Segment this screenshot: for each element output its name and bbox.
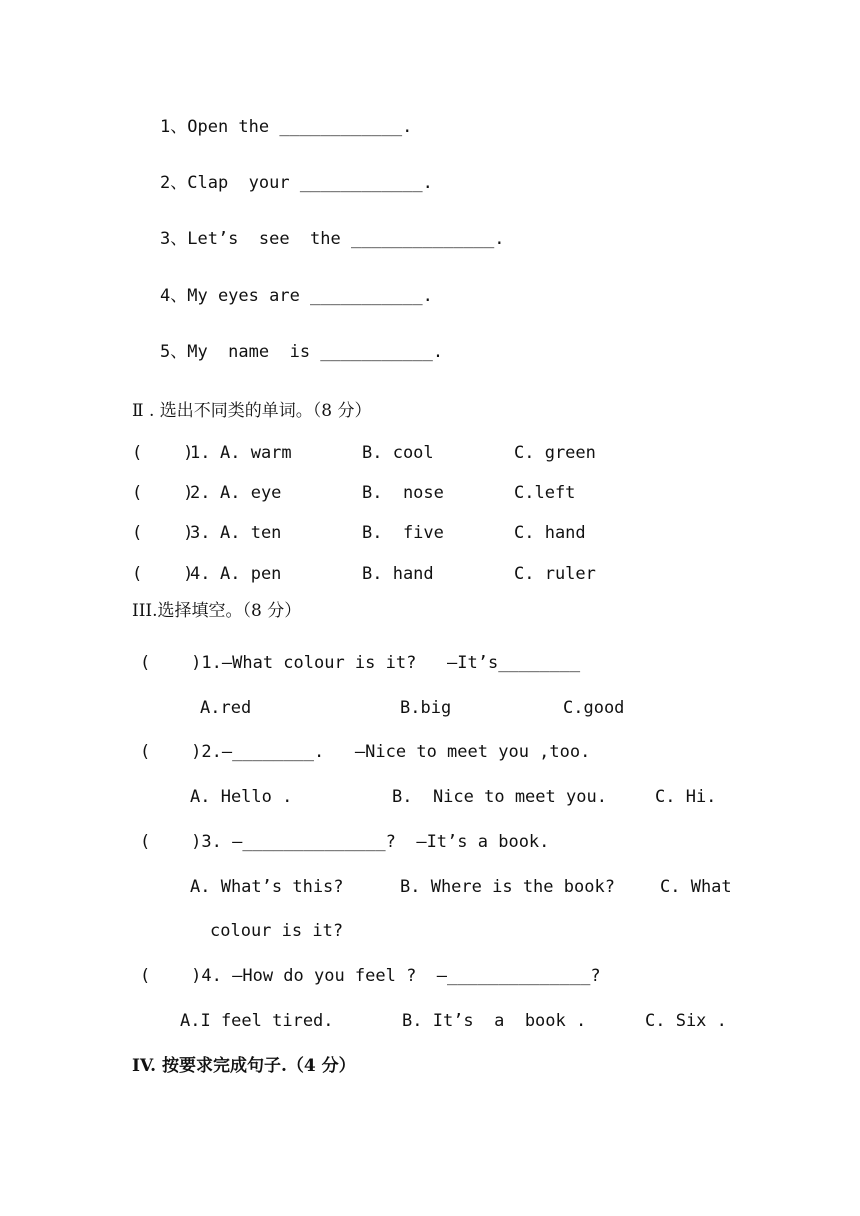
fill-sentence-5: 5、My name is ___________. bbox=[160, 342, 444, 362]
question-number: 1. bbox=[190, 443, 211, 463]
section-4-heading: IV. 按要求完成句子.（4 分） bbox=[132, 1056, 356, 1076]
question-1-stem: ( )1.—What colour is it? —It’s________ bbox=[140, 653, 581, 673]
question-2-option-a: A. Hello . bbox=[190, 787, 293, 807]
question-4-option-b: B. It’s a book . bbox=[402, 1011, 587, 1031]
question-3-option-a: A. What’s this? bbox=[190, 877, 344, 897]
question-3-option-b: B. Where is the book? bbox=[400, 877, 615, 897]
answer-paren: ( ) bbox=[132, 564, 194, 584]
fill-sentence-1: 1、Open the ____________. bbox=[160, 117, 413, 137]
question-4-option-c: C. Six . bbox=[645, 1011, 727, 1031]
option-b: B. five bbox=[362, 523, 444, 543]
option-b: B. nose bbox=[362, 483, 444, 503]
answer-paren: ( ) bbox=[132, 483, 194, 503]
option-c: C. green bbox=[514, 443, 596, 463]
question-1-option-c: C.good bbox=[563, 698, 625, 718]
fill-sentence-2: 2、Clap your ____________. bbox=[160, 173, 433, 193]
option-b: B. cool bbox=[362, 443, 434, 463]
option-c: C. ruler bbox=[514, 564, 596, 584]
option-a: A. warm bbox=[220, 443, 292, 463]
option-a: A. pen bbox=[220, 564, 282, 584]
question-3-option-c: C. What bbox=[660, 877, 732, 897]
question-1-option-a: A.red bbox=[200, 698, 252, 718]
option-a: A. eye bbox=[220, 483, 282, 503]
answer-paren: ( ) bbox=[132, 523, 194, 543]
question-number: 4. bbox=[190, 564, 211, 584]
question-2-option-b: B. Nice to meet you. bbox=[392, 787, 607, 807]
option-a: A. ten bbox=[220, 523, 282, 543]
question-1-option-b: B.big bbox=[400, 698, 452, 718]
fill-sentence-4: 4、My eyes are ___________. bbox=[160, 286, 433, 306]
question-3-stem: ( )3. —______________? —It’s a book. bbox=[140, 832, 550, 852]
question-4-stem: ( )4. —How do you feel ? —______________? bbox=[140, 966, 601, 986]
section-2-heading: Ⅱ . 选出不同类的单词。（8 分） bbox=[132, 401, 372, 421]
option-b: B. hand bbox=[362, 564, 434, 584]
fill-sentence-3: 3、Let’s see the ______________. bbox=[160, 229, 505, 249]
question-2-stem: ( )2.—________. —Nice to meet you ,too. bbox=[140, 742, 591, 762]
option-c: C. hand bbox=[514, 523, 586, 543]
question-4-option-a: A.I feel tired. bbox=[180, 1011, 334, 1031]
question-3-option-c-continued: colour is it? bbox=[210, 921, 344, 941]
option-c: C.left bbox=[514, 483, 576, 503]
question-2-option-c: C. Hi. bbox=[655, 787, 717, 807]
question-number: 3. bbox=[190, 523, 211, 543]
answer-paren: ( ) bbox=[132, 443, 194, 463]
question-number: 2. bbox=[190, 483, 211, 503]
section-3-heading: III.选择填空。（8 分） bbox=[132, 601, 302, 621]
